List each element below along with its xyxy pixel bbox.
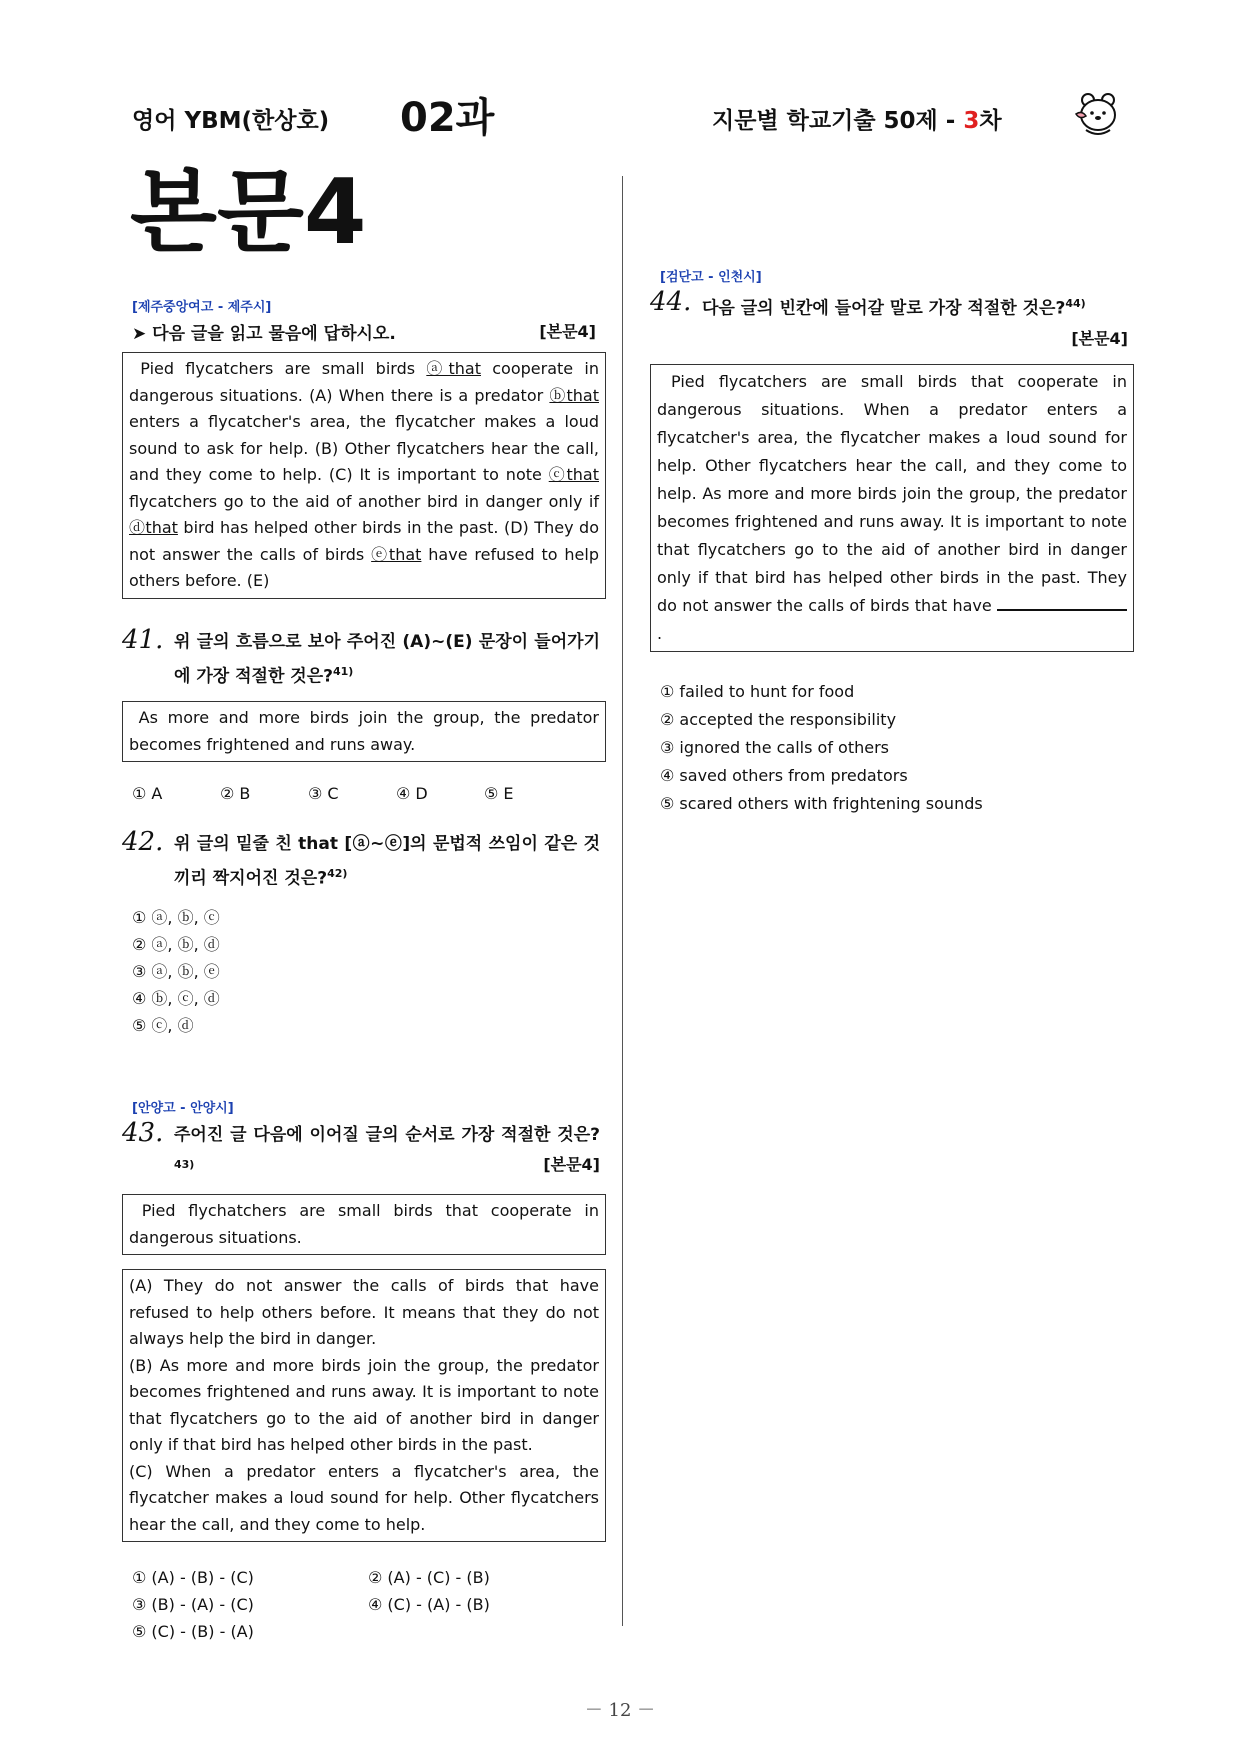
part-c: (C) When a predator enters a flycatcher's area, the flycatcher makes a loud sound for help. Other flycatchers hear the call, and they come to help. xyxy=(129,1461,599,1534)
subject-label: 영어 YBM(한상호) xyxy=(132,108,330,134)
option[interactable]: ① ⓐ, ⓑ, ⓒ xyxy=(132,907,220,927)
option[interactable]: ④ saved others from predators xyxy=(660,765,908,785)
option[interactable]: ② (A) - (C) - (B) xyxy=(368,1568,490,1588)
page-number: － 12 － xyxy=(584,1700,656,1721)
source-label: [제주중앙여고 - 제주시] xyxy=(132,300,272,315)
option[interactable]: ⑤ ⓒ, ⓓ xyxy=(132,1015,194,1035)
answer-blank xyxy=(997,595,1127,611)
option[interactable]: ① A xyxy=(132,784,163,804)
question-41 xyxy=(122,624,600,692)
question-number: 43. xyxy=(122,1117,164,1148)
option[interactable]: ⑤ (C) - (B) - (A) xyxy=(132,1622,254,1642)
right-column xyxy=(650,266,1134,818)
column-divider xyxy=(622,176,623,1626)
option[interactable]: ⑤ E xyxy=(484,784,514,804)
question-text: 위 글의 흐름으로 보아 주어진 (A)~(E) 문장이 들어가기에 가장 적절한 것은?$^{41)}$ xyxy=(174,631,600,687)
option[interactable]: ② B xyxy=(220,784,251,804)
ordering-box xyxy=(122,1269,606,1542)
part-a: (A) They do not answer the calls of birds that have refused to help others before. It means that they do not always help the bird in danger. xyxy=(129,1276,599,1349)
lesson-label: 02과 xyxy=(400,95,495,141)
question-42 xyxy=(122,829,600,894)
question-number: 41. xyxy=(122,624,164,655)
option[interactable]: ③ (B) - (A) - (C) xyxy=(132,1595,254,1615)
options-43 xyxy=(132,1564,606,1645)
page-header xyxy=(0,84,1240,144)
options-41 xyxy=(132,784,606,803)
option[interactable]: ④ (C) - (A) - (B) xyxy=(368,1595,490,1615)
option[interactable]: ⑤ scared others with frightening sounds xyxy=(660,793,983,813)
part-b: (B) As more and more birds join the group, the predator becomes frightened and runs away. It is important to note that flycatchers go to the aid of another bird in danger only if that bird has helped other birds in the past. xyxy=(129,1355,599,1455)
bear-mascot-icon xyxy=(1072,90,1122,138)
option[interactable]: ② ⓐ, ⓑ, ⓓ xyxy=(132,934,220,954)
question-number: 42. xyxy=(122,827,164,858)
instruction: ➤ 다음 글을 읽고 물음에 답하시오. [본문4] xyxy=(132,319,596,344)
option[interactable]: ① (A) - (B) - (C) xyxy=(132,1568,254,1588)
question-text: 주어진 글 다음에 이어질 글의 순서로 가장 적절한 것은?$^{43)}$ [본문4] xyxy=(174,1124,600,1174)
option[interactable]: ③ ignored the calls of others xyxy=(660,737,889,757)
options-44 xyxy=(660,678,1134,818)
options-42 xyxy=(132,904,606,1039)
left-column xyxy=(122,296,606,1645)
question-text: 위 글의 밑줄 친 that [ⓐ~ⓔ]의 문법적 쓰임이 같은 것끼리 짝지어진 것은?$^{42)}$ xyxy=(174,834,600,889)
option[interactable]: ① failed to hunt for food xyxy=(660,681,855,701)
question-number: 44. xyxy=(650,287,692,317)
passage-box: Pied flycatchers are small birds that cooperate in dangerous situations. When a predator enters a flycatcher's area, the flycatcher makes a loud sound for help. Other flycatchers hear the call, and they come to help. As more and more birds join the group, the predator becomes frightened and runs away. It is important to note that flycatchers go to the aid of another bird in danger only if that bird has helped other birds in the past. They do not answer the calls of birds that have . xyxy=(650,364,1134,652)
section-title: 본문4 xyxy=(130,160,367,265)
source-label: [안양고 - 안양시] xyxy=(132,1100,234,1116)
question-text: 다음 글의 빈칸에 들어갈 말로 가장 적절한 것은?$^{44)}$ [본문4] xyxy=(702,297,1128,348)
given-passage-box: Pied flychatchers are small birds that cooperate in dangerous situations. xyxy=(122,1194,606,1255)
option[interactable]: ④ ⓑ, ⓒ, ⓓ xyxy=(132,988,220,1008)
source-label: [검단고 - 인천시] xyxy=(660,270,762,285)
series-label: 지문별 학교기출 50제 - 3차 xyxy=(712,108,1002,134)
option[interactable]: ④ D xyxy=(396,784,428,804)
given-sentence-box: As more and more birds join the group, the predator becomes frightened and runs away. xyxy=(122,701,606,762)
option[interactable]: ③ C xyxy=(308,784,339,804)
question-44 xyxy=(650,289,1128,354)
question-43 xyxy=(122,1117,600,1185)
passage-box: Pied flycatchers are small birds ⓐthat cooperate in dangerous situations. (A) When there is a predator ⓑthat enters a flycatcher's area, the flycatcher makes a loud sound to ask for help. (B) Other flycatchers hear the call, and they come to help. (C) It is important to note ⓒthat flycatchers go to the aid of another bird in danger only if ⓓthat bird has helped other birds in the past. (D) They do not answer the calls of birds ⓔthat have refused to help others before. (E) xyxy=(122,352,606,599)
option[interactable]: ② accepted the responsibility xyxy=(660,709,897,729)
option[interactable]: ③ ⓐ, ⓑ, ⓔ xyxy=(132,961,220,981)
